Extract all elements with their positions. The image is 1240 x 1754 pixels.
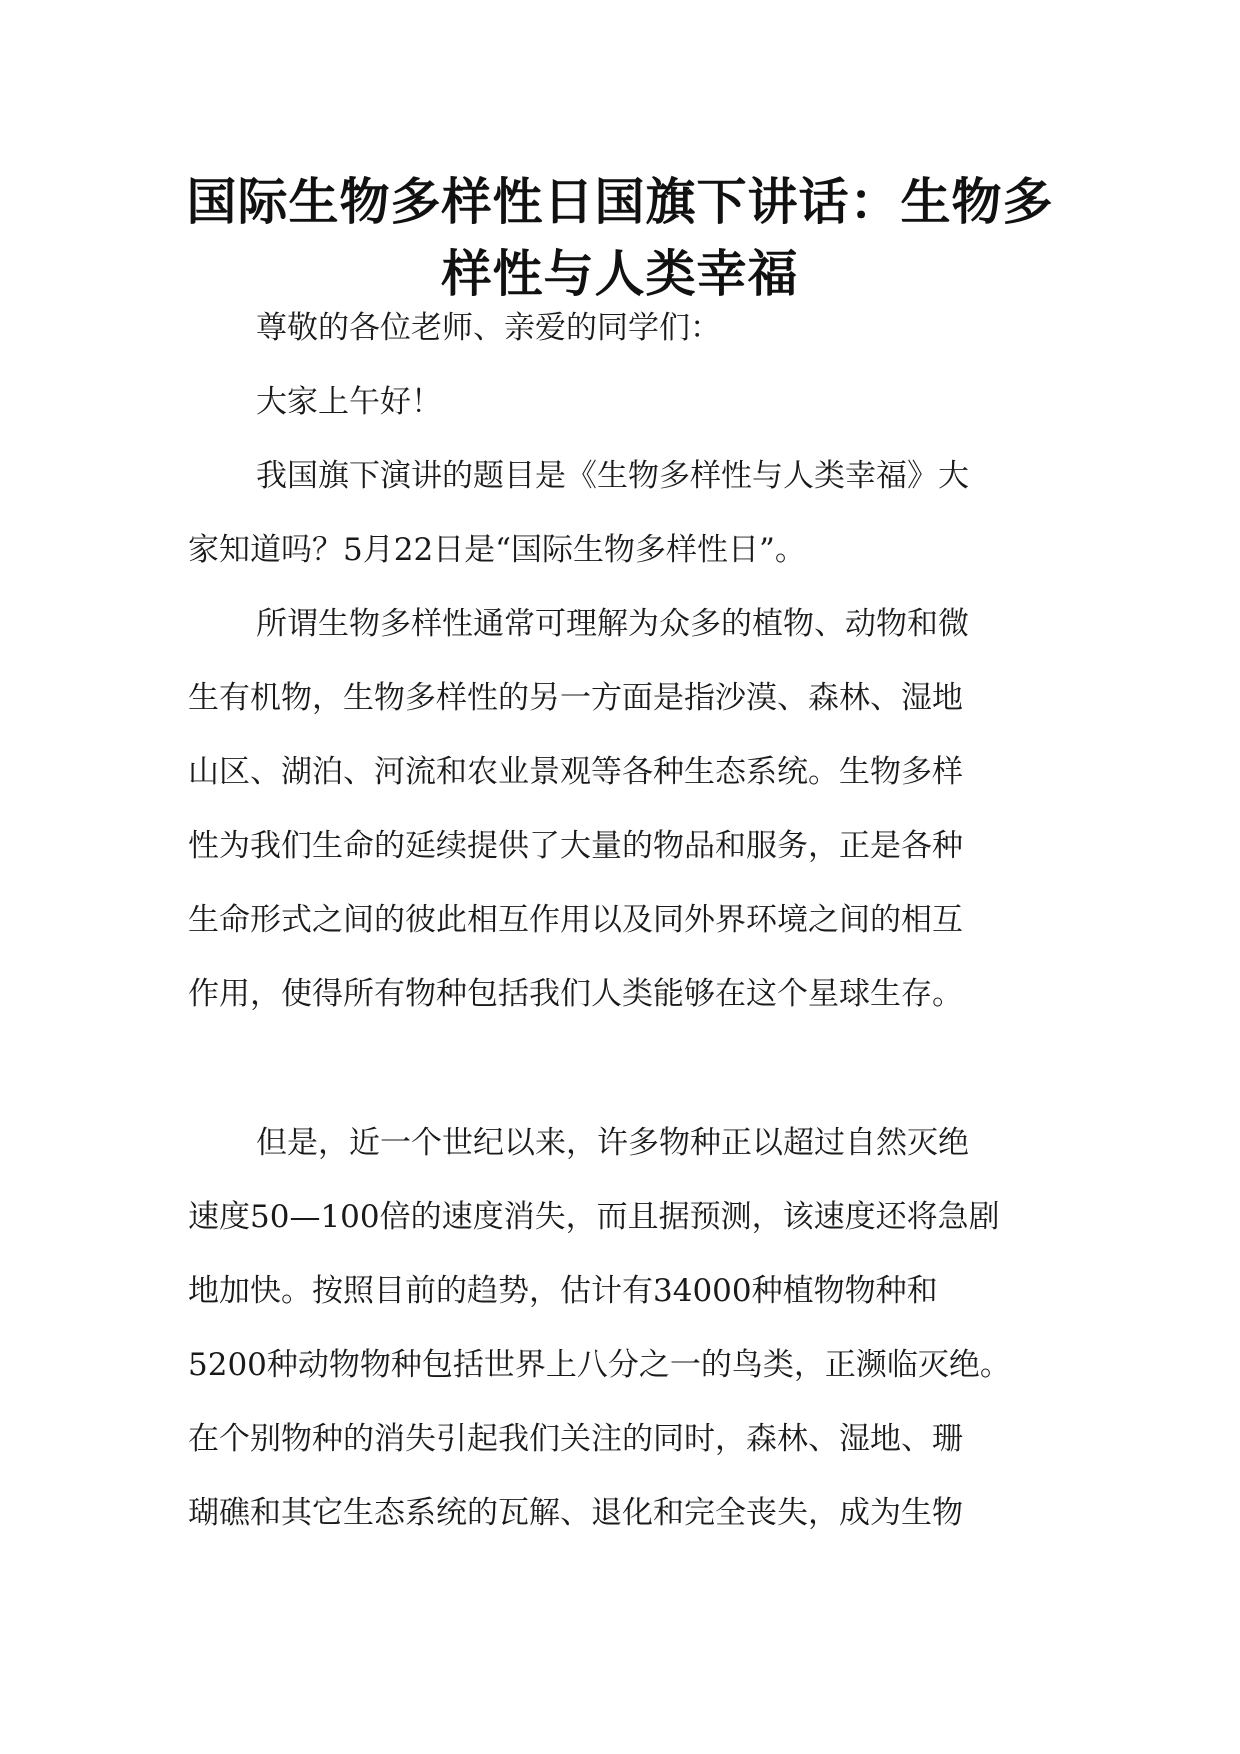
text-line: 大家上午好！ (256, 384, 442, 420)
text-line: 所谓生物多样性通常可理解为众多的植物、动物和微 (256, 606, 969, 642)
text-line: 山区、湖泊、河流和农业景观等各种生态系统。生物多样 (188, 754, 963, 790)
title-line: 样性与人类幸福 (441, 245, 799, 303)
text-line: 我国旗下演讲的题目是《生物多样性与人类幸福》大 (256, 458, 969, 494)
text-line: 作用，使得所有物种包括我们人类能够在这个星球生存。 (188, 976, 963, 1012)
text-line: 瑚礁和其它生态系统的瓦解、退化和完全丧失，成为生物 (188, 1495, 963, 1531)
salutation-paragraph (188, 291, 1058, 365)
text-line: 尊敬的各位老师、亲爱的同学们： (256, 310, 721, 346)
text-line: 速度50—100倍的速度消失，而且据预测，该速度还将急剧 (188, 1199, 1000, 1235)
text-line: 在个别物种的消失引起我们关注的同时，森林、湿地、珊 (188, 1421, 963, 1457)
title-line: 国际生物多样性日国旗下讲话：生物多 (186, 173, 1054, 231)
biodiversity-definition-paragraph (188, 587, 1058, 1031)
text-line: 5200种动物物种包括世界上八分之一的鸟类，正濒临灭绝。 (188, 1347, 1011, 1383)
greeting-paragraph (188, 365, 1058, 439)
text-line: 生有机物，生物多样性的另一方面是指沙漠、森林、湿地 (188, 680, 963, 716)
text-line: 地加快。按照目前的趋势，估计有34000种植物物种和 (188, 1273, 938, 1309)
text-line: 家知道吗？5月22日是“国际生物多样性日”。 (188, 532, 806, 568)
text-line: 生命形式之间的彼此相互作用以及同外界环境之间的相互 (188, 902, 963, 938)
species-loss-paragraph (188, 1106, 1058, 1550)
speech-topic-paragraph (188, 439, 1058, 587)
text-line: 性为我们生命的延续提供了大量的物品和服务，正是各种 (188, 828, 963, 864)
document-title (160, 166, 1080, 310)
text-line: 但是，近一个世纪以来，许多物种正以超过自然灭绝 (256, 1125, 969, 1161)
